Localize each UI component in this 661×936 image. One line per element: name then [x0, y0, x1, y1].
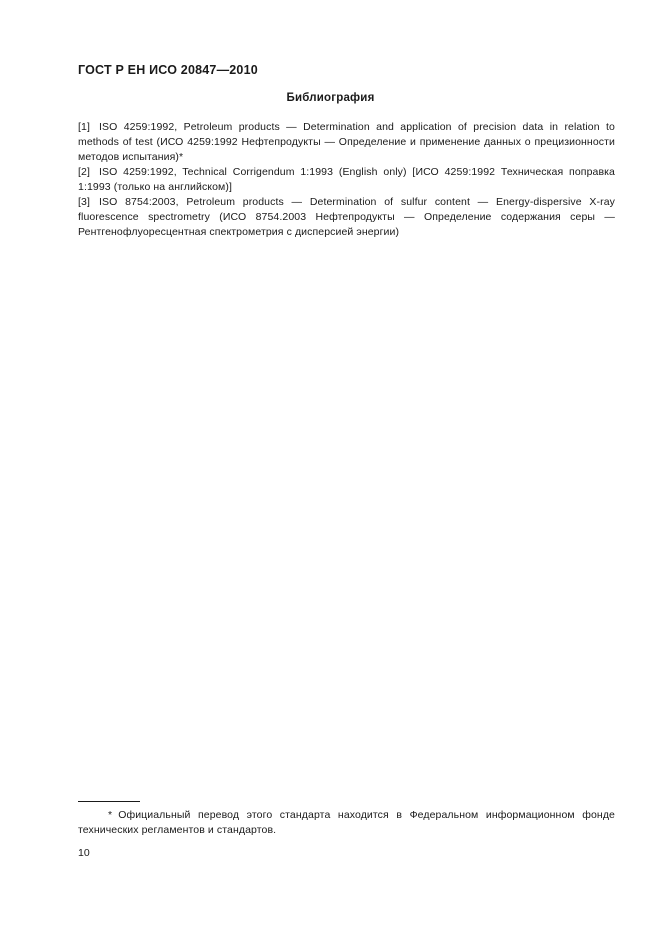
bibliography-entry	[78, 195, 615, 240]
bibliography-section	[78, 120, 615, 240]
standard-designation: ГОСТ Р ЕН ИСО 20847—2010	[78, 63, 258, 77]
page-number: 10	[78, 847, 90, 859]
bibliography-entry	[78, 165, 615, 195]
entry-number: [2]	[78, 166, 90, 178]
entry-text: ISO 8754:2003, Petroleum products — Determination of sulfur content — Energy-dispersive X-ray fluorescence spectrometry (ИСО 8754.2003 Нефтепродукты — Определение содержания серы — Рентгенофлуоресцентная спектрометрия с дисперсией энергии)	[78, 196, 615, 238]
footnote-marker: *	[108, 809, 113, 821]
entry-number: [1]	[78, 121, 90, 133]
footnote-text: Официальный перевод этого стандарта находится в Федеральном информационном фонде технических регламентов и стандартов.	[78, 809, 615, 836]
entry-number: [3]	[78, 196, 90, 208]
footnote-divider	[78, 801, 140, 802]
entry-text: ISO 4259:1992, Technical Corrigendum 1:1993 (English only) [ИСО 4259:1992 Техническая поправка 1:1993 (только на английском)]	[78, 166, 615, 193]
bibliography-entry	[78, 120, 615, 165]
entry-text: ISO 4259:1992, Petroleum products — Determination and application of precision data in relation to methods of test (ИСО 4259:1992 Нефтепродукты — Определение и применение данных о прецизионности методов испытания)*	[78, 121, 615, 163]
footnote-section	[78, 801, 615, 838]
footnote	[78, 808, 615, 838]
section-title: Библиография	[286, 92, 375, 104]
